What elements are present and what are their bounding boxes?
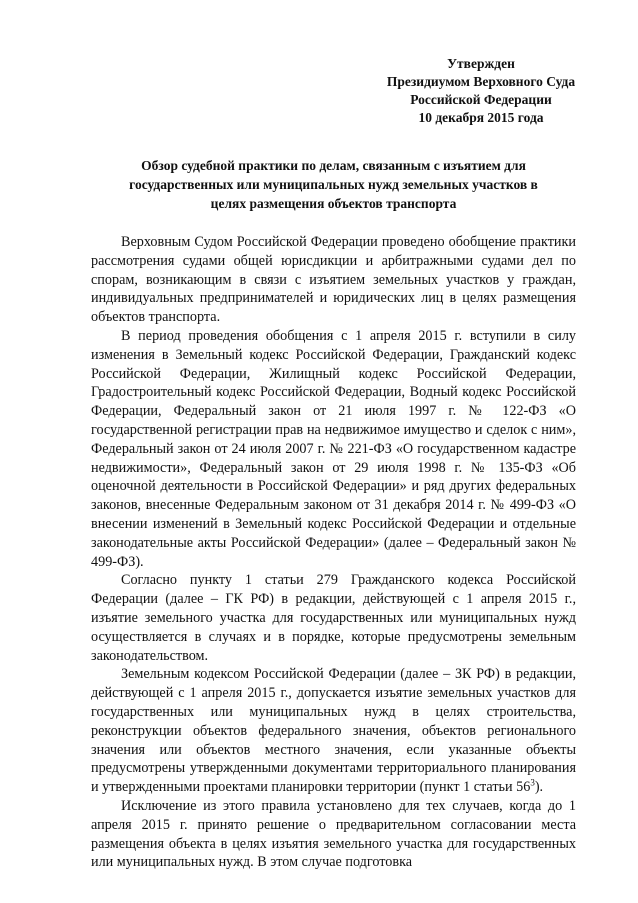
paragraph: Верховным Судом Российской Федерации проведено обобщение практики рассмотрения судами общей юрисдикции и арбитражными судами дел по спорам, возникающим в связи с изъятием земельных участков у граждан, индивидуальных предпринимателей и юридических лиц в целях размещения объектов транспорта. <box>91 234 576 326</box>
paragraph: Согласно пункту 1 статьи 279 Гражданского кодекса Российской Федерации (далее – ГК РФ) в редакции, действующей с 1 апреля 2015 г., изъятие земельного участка для государственных или муниципальных нужд осуществляется в случаях и в порядке, которые предусмотрены земельным законодательством. <box>91 572 576 664</box>
approval-stamp <box>371 55 591 127</box>
paragraph <box>91 665 576 797</box>
paragraph: Исключение из этого правила установлено для тех случаев, когда до 1 апреля 2015 г. принято решение о предварительном согласовании места размещения объекта в целях изъятия земельного участка для государственных или муниципальных нужд. В этом случае подготовка <box>91 797 576 871</box>
document-body <box>91 233 576 872</box>
approval-line: Российской Федерации <box>410 92 552 107</box>
footnote-superscript: 3 <box>530 777 535 788</box>
title-line: Обзор судебной практики по делам, связанным с изъятием для <box>141 158 526 173</box>
document-title <box>91 156 576 213</box>
paragraph: В период проведения обобщения с 1 апреля 2015 г. вступили в силу изменения в Земельный кодекс Российской Федерации, Гражданский кодекс Российской Федерации, Жилищный кодекс Российской Федерации, Градостроительный кодекс Российской Федерации, Водный кодекс Российской Федерации, Федеральный закон от 21 июля 1997 г. № 122-ФЗ «О государственной регистрации прав на недвижимое имущество и сделок с ним», Федеральный закон от 24 июля 2007 г. № 221-ФЗ «О государственном кадастре недвижимости», Федеральный закон от 29 июля 1998 г. № 135-ФЗ «Об оценочной деятельности в Российской Федерации» и ряд других федеральных законов, внесенные Федеральным законом от 31 декабря 2014 г. № 499-ФЗ «О внесении изменений в Земельный кодекс Российской Федерации и отдельные законодательные акты Российской Федерации» (далее – Федеральный закон № 499-ФЗ). <box>91 327 576 570</box>
approval-line: Президиумом Верховного Суда <box>386 74 576 89</box>
title-line: целях размещения объектов транспорта <box>210 196 457 211</box>
approval-date: 10 декабря 2015 года <box>418 110 544 125</box>
paragraph-tail: ). <box>534 779 544 796</box>
approval-line: Утвержден <box>447 56 515 71</box>
paragraph-text: Земельным кодексом Российской Федерации (далее – ЗК РФ) в редакции, действующей с 1 апреля 2015 г., допускается изъятие земельных участков для государственных или муниципальных нужд в целях строительства, реконструкции объектов федерального значения, объектов регионального значения или объектов местного значения, если указанные объекты предусмотрены утвержденными документами территориального планирования и утвержденными проектами планировки территории (пункт 1 статьи 56 <box>91 666 576 796</box>
title-line: государственных или муниципальных нужд земельных участков в <box>129 177 538 192</box>
